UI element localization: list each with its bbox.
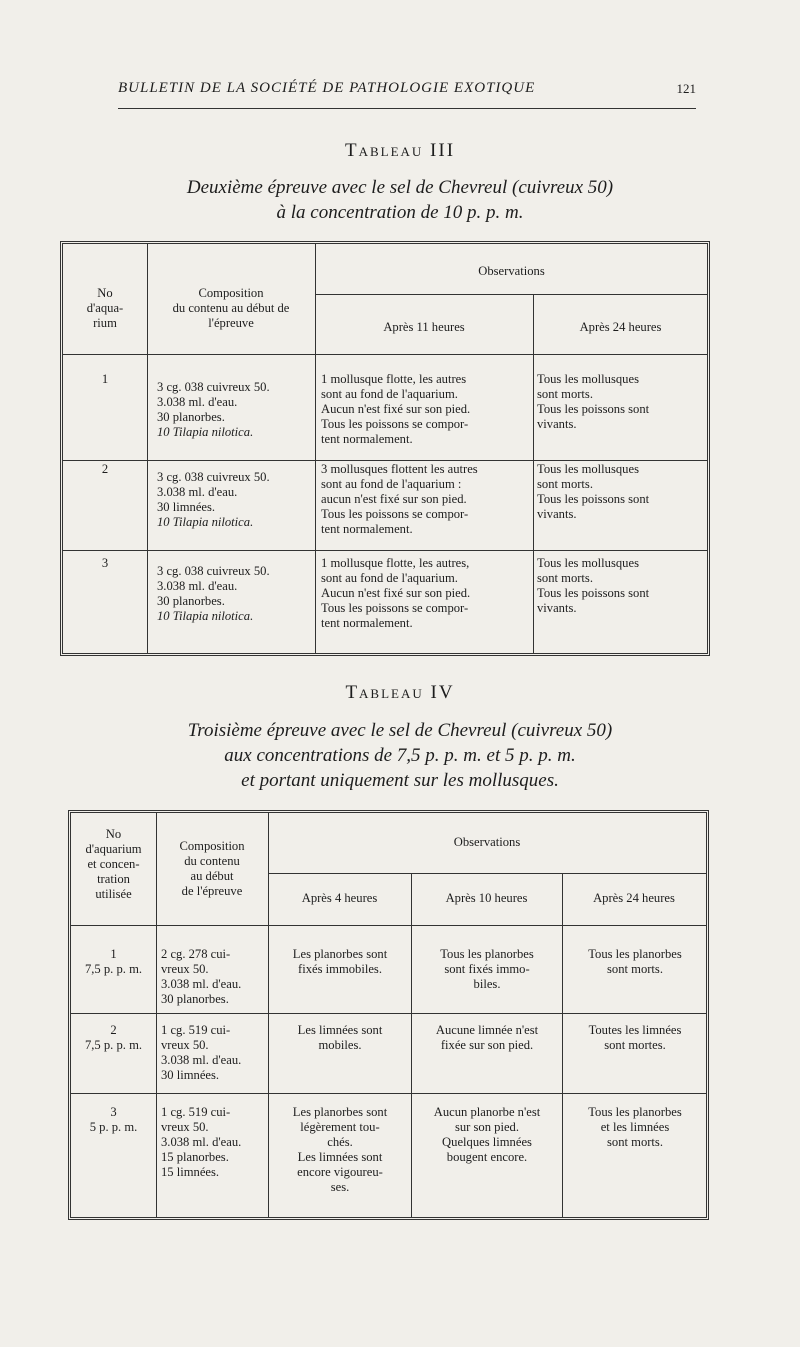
- t3-row-obs-24-line: Tous les mollusques: [537, 556, 639, 570]
- t3-row-composition-line: 10 Tilapia nilotica.: [157, 515, 254, 529]
- t4-row-obs-4-line: Les planorbes sont: [292, 947, 388, 961]
- t4-row-obs-4-line: encore vigoureu-: [297, 1165, 383, 1179]
- t4-head-no-line: tration: [97, 872, 130, 886]
- t3-row-obs-11-line: Tous les poissons se compor-: [321, 507, 469, 521]
- t3-obs-rule: [315, 294, 708, 295]
- t3-head-composition: [147, 286, 315, 331]
- t4-row-composition-line: 3.038 ml. d'eau.: [161, 1053, 242, 1067]
- t4-row-composition-line: 15 limnées.: [161, 1165, 220, 1179]
- t3-row-obs-11-line: 1 mollusque flotte, les autres: [321, 372, 467, 386]
- t4-head-composition: [156, 839, 268, 899]
- t4-row-obs-24: [565, 1105, 705, 1150]
- table3-caption-line1: Deuxième épreuve avec le sel de Chevreul (cuivreux 50): [186, 177, 614, 198]
- t4-row-obs-10-line: Aucun planorbe n'est: [433, 1105, 541, 1119]
- t3-row-composition-line: 10 Tilapia nilotica.: [157, 425, 254, 439]
- t4-row-no-line: 3: [110, 1105, 117, 1119]
- t4-row-obs-10-line: sur son pied.: [454, 1120, 519, 1134]
- t4-row-composition-line: vreux 50.: [161, 1038, 209, 1052]
- t3-row-obs-11-line: Tous les poissons se compor-: [321, 417, 469, 431]
- t4-row-composition-line: 3.038 ml. d'eau.: [161, 977, 242, 991]
- t4-head-observations: Observations: [453, 835, 521, 849]
- t4-row-obs-24-line: Toutes les limnées: [588, 1023, 682, 1037]
- t3-row-obs-11-line: Aucun n'est fixé sur son pied.: [321, 402, 471, 416]
- table3-caption-line2: à la concentration de 10 p. p. m.: [276, 202, 524, 223]
- t4-row-obs-10-line: Quelques limnées: [442, 1135, 532, 1149]
- t3-row-rule: [63, 460, 708, 461]
- t3-head-no: [63, 286, 147, 331]
- t3-row-composition-line: 30 planorbes.: [157, 594, 225, 608]
- t3-row-no: 2: [101, 462, 109, 476]
- t3-row-composition: [157, 470, 315, 530]
- t4-row-no-line: 7,5 p. p. m.: [84, 962, 143, 976]
- t4-row-obs-10-line: Aucune limnée n'est: [435, 1023, 539, 1037]
- t3-row-obs-24: [537, 556, 707, 616]
- t3-row-obs-24-line: sont morts.: [537, 571, 593, 585]
- t4-row-obs-4: [271, 947, 409, 977]
- t4-row-no-line: 2: [110, 1023, 117, 1037]
- t3-row-rule: [63, 550, 708, 551]
- t4-row-obs-24-line: Tous les planorbes: [588, 1105, 682, 1119]
- t3-row-obs-11-line: Aucun n'est fixé sur son pied.: [321, 586, 471, 600]
- t3-row-composition: [157, 564, 315, 624]
- t3-row-no: 3: [101, 556, 109, 570]
- t3-row-obs-24: [537, 462, 707, 522]
- t4-row-composition-line: 15 planorbes.: [161, 1150, 229, 1164]
- t3-row-obs-11-line: tent normalement.: [321, 616, 413, 630]
- t3-row-obs-24: [537, 372, 707, 432]
- t4-row-obs-4-line: Les limnées sont: [297, 1150, 383, 1164]
- t4-row-obs-4-line: légèrement tou-: [300, 1120, 380, 1134]
- t4-row-obs-10: [414, 1023, 560, 1053]
- t3-row-obs-11-line: sont au fond de l'aquarium.: [321, 387, 458, 401]
- t3-row-obs-11-line: aucun n'est fixé sur son pied.: [321, 492, 467, 506]
- t4-row-obs-10-line: Tous les planorbes: [440, 947, 534, 961]
- table3-title: Tableau III: [344, 140, 456, 161]
- t4-head-no: [71, 827, 156, 902]
- t4-row-composition: [161, 947, 269, 1007]
- t3-row-obs-24-line: Tous les mollusques: [537, 372, 639, 386]
- table4-caption-line2: aux concentrations de 7,5 p. p. m. et 5 p. p. m.: [224, 745, 576, 766]
- t4-row-rule: [71, 1093, 706, 1094]
- t4-row-composition-line: vreux 50.: [161, 1120, 209, 1134]
- t4-head-rule: [71, 925, 706, 926]
- table4: [68, 810, 709, 1220]
- t4-row-obs-24-line: Tous les planorbes: [588, 947, 682, 961]
- t4-head-no-line: No: [105, 827, 122, 841]
- t3-row-obs-24-line: Tous les poissons sont: [537, 586, 650, 600]
- t3-row-composition-line: 3 cg. 038 cuivreux 50.: [157, 564, 270, 578]
- t3-head-no-line: rium: [93, 316, 117, 330]
- t4-row-no-line: 5 p. p. m.: [89, 1120, 138, 1134]
- t4-row-obs-4-line: chés.: [327, 1135, 353, 1149]
- t3-row-obs-24-line: sont morts.: [537, 477, 593, 491]
- t3-head-composition-line: du contenu au début de: [172, 301, 290, 315]
- t4-row-composition-line: 2 cg. 278 cui-: [161, 947, 231, 961]
- t3-head-composition-line: Composition: [198, 286, 264, 300]
- t3-row-composition-line: 3 cg. 038 cuivreux 50.: [157, 380, 270, 394]
- t3-row-obs-24-line: vivants.: [537, 507, 577, 521]
- t3-row-obs-24-line: vivants.: [537, 601, 577, 615]
- table4-caption-line3: et portant uniquement sur les mollusques.: [241, 770, 559, 791]
- t4-row-obs-24-line: sont mortes.: [604, 1038, 666, 1052]
- table4-title: Tableau IV: [345, 682, 455, 703]
- t3-row-obs-11-line: tent normalement.: [321, 432, 413, 446]
- t3-head-rule: [63, 354, 708, 355]
- t3-head-after-11: Après 11 heures: [383, 320, 465, 334]
- t4-head-composition-line: de l'épreuve: [181, 884, 243, 898]
- t4-row-obs-24-line: sont morts.: [607, 962, 663, 976]
- t3-row-obs-11-line: 3 mollusques flottent les autres: [321, 462, 478, 476]
- t4-row-obs-4-line: mobiles.: [318, 1038, 362, 1052]
- t4-row-obs-4: [271, 1023, 409, 1053]
- t4-row-obs-10-line: bougent encore.: [446, 1150, 528, 1164]
- t3-head-composition-line: l'épreuve: [208, 316, 254, 330]
- t4-row-no-line: 7,5 p. p. m.: [84, 1038, 143, 1052]
- t4-obs-rule: [268, 873, 706, 874]
- t3-row-composition-line: 30 planorbes.: [157, 410, 225, 424]
- t3-row-obs-24-line: Tous les poissons sont: [537, 492, 650, 506]
- t4-row-no-line: 1: [110, 947, 117, 961]
- t3-row-obs-11-line: 1 mollusque flotte, les autres,: [321, 556, 470, 570]
- t4-row-composition-line: 30 planorbes.: [161, 992, 229, 1006]
- t4-row-composition: [161, 1105, 269, 1180]
- t4-row-obs-24: [565, 947, 705, 977]
- t4-row-composition-line: vreux 50.: [161, 962, 209, 976]
- table4-caption-line1: Troisième épreuve avec le sel de Chevreul (cuivreux 50): [187, 720, 613, 741]
- t3-row-obs-11: [321, 462, 531, 537]
- t3-row-composition-line: 3.038 ml. d'eau.: [157, 579, 238, 593]
- t4-row-no: [71, 1105, 156, 1135]
- t3-row-obs-24-line: Tous les poissons sont: [537, 402, 650, 416]
- t4-row-obs-4-line: ses.: [330, 1180, 350, 1194]
- t4-row-obs-4-line: Les limnées sont: [297, 1023, 383, 1037]
- t4-row-obs-4-line: Les planorbes sont: [292, 1105, 388, 1119]
- t4-head-composition-line: Composition: [179, 839, 245, 853]
- t4-row-obs-10-line: biles.: [473, 977, 501, 991]
- t4-row-obs-10: [414, 947, 560, 992]
- t3-row-composition-line: 10 Tilapia nilotica.: [157, 609, 254, 623]
- t4-row-obs-24-line: et les limnées: [600, 1120, 670, 1134]
- t3-head-observations: Observations: [478, 264, 545, 278]
- t3-row-obs-11-line: Tous les poissons se compor-: [321, 601, 469, 615]
- t3-row-obs-11-line: sont au fond de l'aquarium.: [321, 571, 458, 585]
- table3: [60, 241, 710, 656]
- running-header: [118, 78, 696, 109]
- t4-row-no: [71, 947, 156, 977]
- t4-row-composition-line: 3.038 ml. d'eau.: [161, 1135, 242, 1149]
- t4-head-composition-line: au début: [190, 869, 234, 883]
- t4-row-obs-4-line: fixés immobiles.: [298, 962, 382, 976]
- t4-row-composition-line: 30 limnées.: [161, 1068, 220, 1082]
- t4-row-obs-24-line: sont morts.: [607, 1135, 663, 1149]
- t4-row-no: [71, 1023, 156, 1053]
- t4-head-no-line: d'aquarium: [85, 842, 142, 856]
- t3-row-composition-line: 3.038 ml. d'eau.: [157, 395, 238, 409]
- t3-row-obs-11: [321, 556, 531, 631]
- t3-row-obs-11-line: sont au fond de l'aquarium :: [321, 477, 462, 491]
- t3-row-composition-line: 3 cg. 038 cuivreux 50.: [157, 470, 270, 484]
- t4-row-obs-4: [271, 1105, 409, 1195]
- t4-head-after-10: Après 10 heures: [445, 891, 528, 905]
- t4-row-composition-line: 1 cg. 519 cui-: [161, 1105, 231, 1119]
- t4-row-composition-line: 1 cg. 519 cui-: [161, 1023, 231, 1037]
- running-title: BULLETIN DE LA SOCIÉTÉ DE PATHOLOGIE EXOTIQUE: [118, 80, 536, 96]
- t4-row-obs-10-line: sont fixés immo-: [444, 962, 530, 976]
- t3-row-obs-24-line: Tous les mollusques: [537, 462, 639, 476]
- t3-row-obs-11: [321, 372, 531, 447]
- t4-head-no-line: utilisée: [95, 887, 132, 901]
- t4-row-obs-24: [565, 1023, 705, 1053]
- t4-head-after-4: Après 4 heures: [301, 891, 378, 905]
- t4-head-composition-line: du contenu: [184, 854, 240, 868]
- t4-row-obs-10-line: fixée sur son pied.: [440, 1038, 534, 1052]
- t3-row-obs-11-line: tent normalement.: [321, 522, 413, 536]
- t4-head-no-line: et concen-: [87, 857, 140, 871]
- t3-row-composition-line: 30 limnées.: [157, 500, 216, 514]
- t3-row-obs-24-line: sont morts.: [537, 387, 593, 401]
- t4-row-obs-10: [414, 1105, 560, 1165]
- t3-col-divider: [315, 244, 316, 653]
- t4-head-after-24: Après 24 heures: [593, 891, 675, 905]
- t4-row-rule: [71, 1013, 706, 1014]
- t3-head-no-line: No: [97, 286, 113, 300]
- page-number: 121: [676, 81, 696, 96]
- t3-head-no-line: d'aqua-: [86, 301, 124, 315]
- t3-col-divider: [533, 294, 534, 653]
- t3-row-composition: [157, 380, 315, 440]
- t3-row-composition-line: 3.038 ml. d'eau.: [157, 485, 238, 499]
- t3-row-no: 1: [101, 372, 109, 386]
- t3-row-obs-24-line: vivants.: [537, 417, 577, 431]
- t3-head-after-24: Après 24 heures: [579, 320, 662, 334]
- t4-row-composition: [161, 1023, 269, 1083]
